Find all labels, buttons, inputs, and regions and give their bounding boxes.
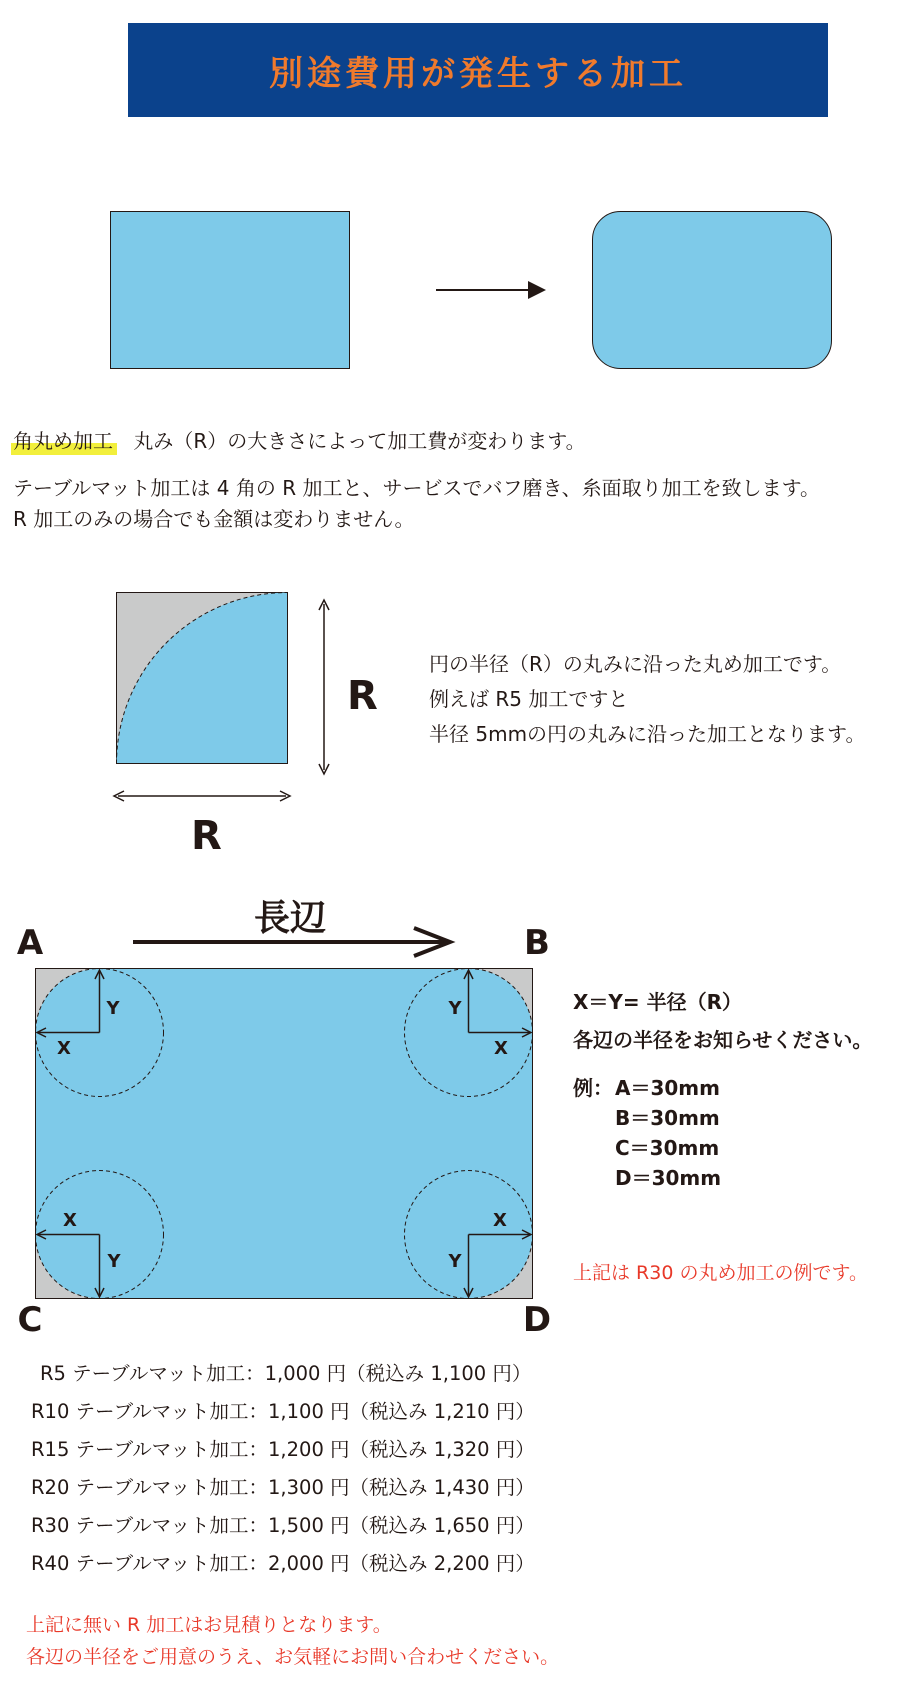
corner-c-x-label: X xyxy=(63,1210,77,1231)
corner-b-x-label: X xyxy=(494,1038,508,1059)
price-item-r40: R40 テーブルマット加工：2,000 円（税込み 2,200 円） xyxy=(31,1552,535,1575)
highlight-label xyxy=(13,431,113,451)
banner-title: 別途費用が発生する加工 xyxy=(269,53,687,94)
section3-info-line2: 各辺の半径をお知らせください。 xyxy=(573,1028,873,1052)
example-prefix: 例： xyxy=(573,1076,613,1100)
price-item-r10: R10 テーブルマット加工：1,100 円（税込み 1,210 円） xyxy=(31,1400,535,1423)
example-d: D＝30mm xyxy=(615,1166,722,1190)
highlight-label-text: 角丸め加工 xyxy=(13,429,113,453)
four-corner-diagram xyxy=(0,880,560,1350)
footer-note-line2: 各辺の半径をご用意のうえ、お気軽にお問い合わせください。 xyxy=(26,1646,560,1668)
corner-label-d: D xyxy=(522,1300,552,1340)
example-a: A＝30mm xyxy=(615,1076,720,1100)
transform-arrow-head xyxy=(528,281,546,299)
corner-d-y-label: Y xyxy=(448,1251,462,1272)
corner-round-transform-diagram xyxy=(0,0,900,390)
section3-note: 上記は R30 の丸め加工の例です。 xyxy=(573,1262,868,1284)
radius-label-vertical: R xyxy=(347,673,378,719)
square-rectangle xyxy=(111,212,350,369)
section2-text-line1: 円の半径（R）の丸みに沿った丸め加工です。 xyxy=(429,652,842,676)
price-item-r20: R20 テーブルマット加工：1,300 円（税込み 1,430 円） xyxy=(31,1476,535,1499)
corner-label-c: C xyxy=(17,1300,43,1340)
footer-note-line1: 上記に無い R 加工はお見積りとなります。 xyxy=(26,1614,392,1636)
corner-a-y-label: Y xyxy=(106,998,120,1019)
corner-label-a: A xyxy=(16,923,44,963)
corner-c-y-label: Y xyxy=(107,1251,121,1272)
price-item-r5: R5 テーブルマット加工：1,000 円（税込み 1,100 円） xyxy=(40,1362,532,1385)
radius-label-horizontal: R xyxy=(191,813,222,859)
section2-text-line3: 半径 5mmの円の丸みに沿った加工となります。 xyxy=(429,722,866,746)
radius-diagram xyxy=(0,580,400,840)
section1-heading xyxy=(13,431,586,451)
corner-d-x-label: X xyxy=(493,1210,507,1231)
price-item-r30: R30 テーブルマット加工：1,500 円（税込み 1,650 円） xyxy=(31,1514,535,1537)
section1-heading-text: 丸み（R）の大きさによって加工費が変わります。 xyxy=(133,429,586,453)
long-side-label: 長辺 xyxy=(253,898,327,939)
corner-label-b: B xyxy=(524,923,550,963)
section2-text-line2: 例えば R5 加工ですと xyxy=(429,687,629,711)
rounded-rectangle xyxy=(593,212,832,369)
section3-info-line1: X＝Y= 半径（R） xyxy=(573,990,743,1014)
example-c: C＝30mm xyxy=(615,1136,720,1160)
corner-b-y-label: Y xyxy=(448,998,462,1019)
section1-desc-line2: R 加工のみの場合でも金額は変わりません。 xyxy=(13,507,415,531)
section1-desc-line1: テーブルマット加工は 4 角の R 加工と、サービスでバフ磨き、糸面取り加工を致します。 xyxy=(13,476,821,500)
example-b: B＝30mm xyxy=(615,1106,720,1130)
price-item-r15: R15 テーブルマット加工：1,200 円（税込み 1,320 円） xyxy=(31,1438,535,1461)
corner-a-x-label: X xyxy=(57,1038,71,1059)
